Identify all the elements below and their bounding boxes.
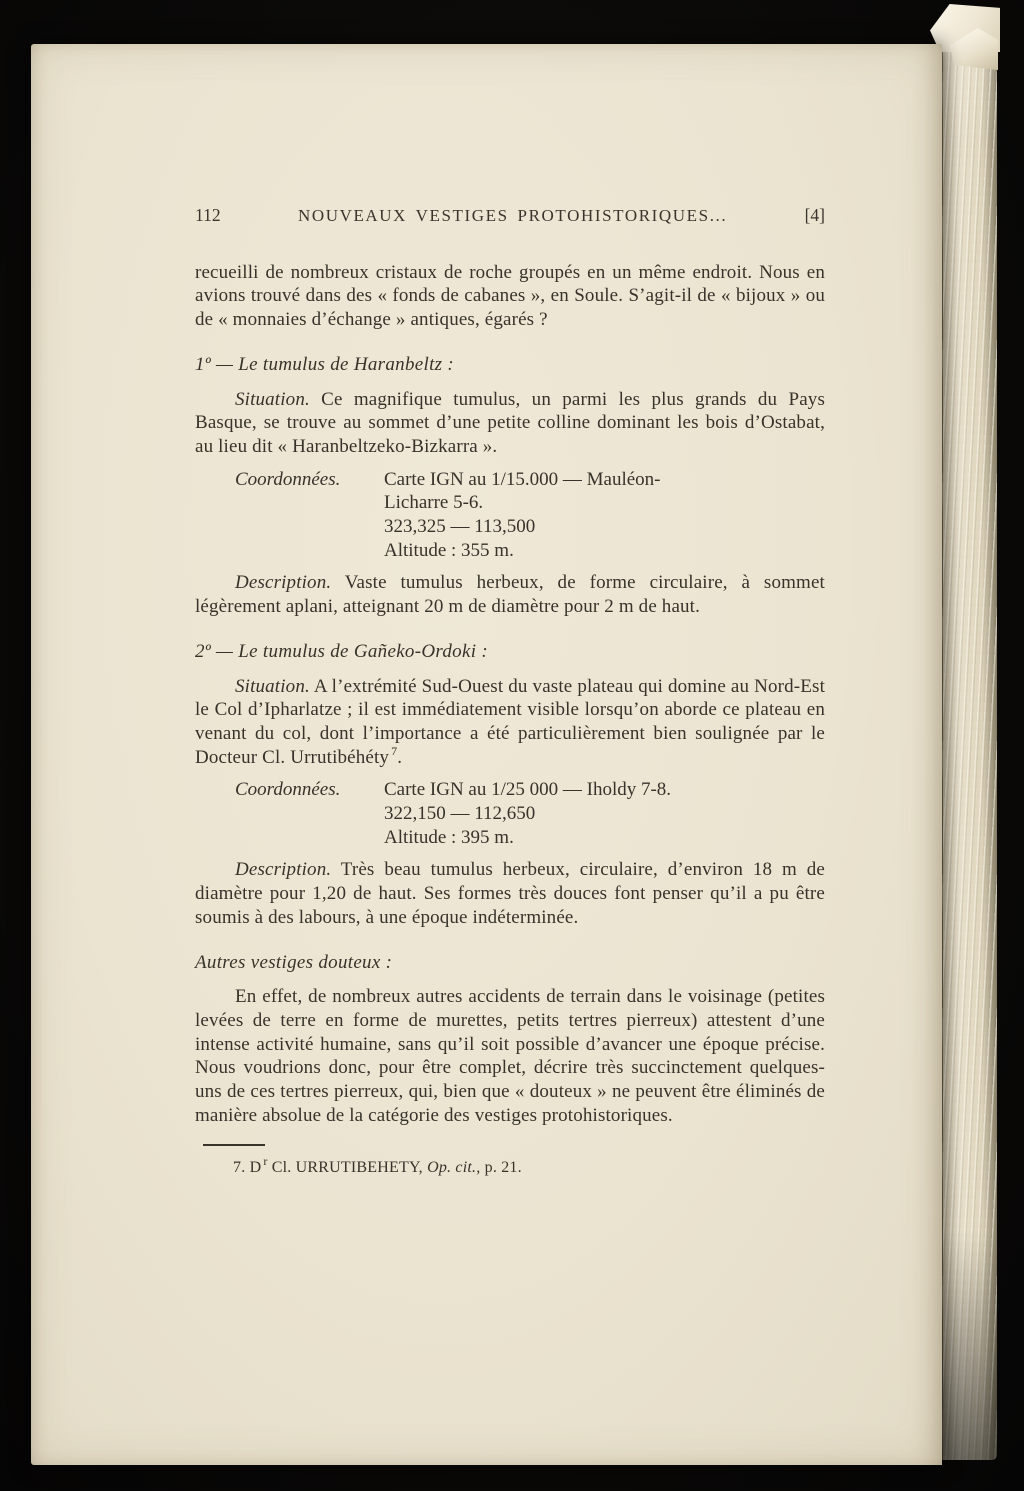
book-page	[31, 44, 942, 1465]
section3-paragraph: En effet, de nombreux autres accidents de terrain dans le voisinage (petites levées de terre en forme de murettes, petits tertres pierreux) attestent d’une intense activité humaine, sans qu’il soit possible d’avancer une époque précise. Nous voudrions donc, pour être complet, décrire très succinctement quelques-uns de ces tertres pierreux, qui, bien que « douteux » ne peuvent être éliminés de manière absolue de la catégorie des vestiges protohistoriques.	[195, 986, 825, 1126]
footnote-separator	[203, 1144, 265, 1146]
section2-heading: 2º — Le tumulus de Gañeko-Ordoki :	[195, 640, 488, 662]
description-text: Vaste tumulus herbeux, de forme circulaire, à sommet légèrement aplani, atteignant 20 m de diamètre pour 2 m de haut.	[195, 572, 825, 618]
section2-description-paragraph	[195, 858, 825, 929]
section-marker: [4]	[804, 205, 825, 225]
footnote-number: 7. D	[233, 1158, 262, 1176]
intro-paragraph: recueilli de nombreux cristaux de roche groupés en un même endroit. Nous en avions trouvé dans des « fonds de cabanes », en Soule. S’agit-il de « bijoux » ou de « monnaies d’échange » antiques, égarés ?	[195, 261, 825, 331]
footnote-page: p. 21.	[480, 1158, 522, 1176]
section2-coordinates	[195, 778, 825, 849]
section1-description-paragraph	[195, 571, 825, 618]
description-text: Très beau tumulus herbeux, circulaire, d’environ 18 m de diamètre pour 1,20 de haut. Ses formes très douces font penser qu’il a pu être soumis à des labours, à une époque indéterminée.	[195, 859, 825, 928]
footnote-block	[195, 1144, 825, 1180]
coordinates-line: 322,150 — 112,650	[384, 803, 536, 825]
situation-text-end: .	[397, 746, 403, 768]
section1-heading: 1º — Le tumulus de Haranbeltz :	[195, 353, 455, 375]
situation-label: Situation.	[235, 388, 310, 410]
section1-situation-paragraph	[195, 388, 825, 459]
description-label: Description.	[235, 572, 332, 594]
footnote-text	[233, 1156, 825, 1180]
page-number: 112	[195, 205, 221, 225]
coordinates-line: Licharre 5-6.	[384, 492, 484, 514]
page-header	[195, 204, 825, 228]
coordinates-line: 323,325 — 113,500	[384, 516, 536, 538]
situation-text: A l’extrémité Sud-Ouest du vaste plateau qui domine au Nord-Est le Col d’Ipharlatze ; il est immédiatement visible lorsqu’on aborde ce plateau en venant du col, dont l’importance a été particulièrement bien soulignée par le Docteur Cl. Urrutibéhéty	[195, 675, 825, 768]
coordinates-lines	[384, 468, 661, 563]
footnote-superscript: r	[263, 1154, 268, 1169]
section3-heading: Autres vestiges douteux :	[195, 951, 393, 973]
footnote-opcit: Op. cit.,	[427, 1158, 481, 1176]
section1-coordinates	[195, 468, 825, 563]
description-label: Description.	[235, 859, 332, 881]
coordinates-label: Coordonnées.	[235, 779, 341, 801]
situation-text: Ce magnifique tumulus, un parmi les plus grands du Pays Basque, se trouve au sommet d’une petite colline dominant les bois d’Ostabat, au lieu dit « Haranbeltzeko-Bizkarra ».	[195, 388, 825, 457]
coordinates-line: Altitude : 395 m.	[384, 826, 514, 848]
coordinates-label: Coordonnées.	[235, 468, 341, 490]
coordinates-line: Carte IGN au 1/25 000 — Iholdy 7-8.	[384, 779, 672, 801]
coordinates-line: Carte IGN au 1/15.000 — Mauléon-	[384, 468, 661, 490]
situation-label: Situation.	[235, 675, 310, 697]
footnote-author: Cl. URRUTIBEHETY,	[267, 1158, 428, 1176]
section2-situation-paragraph	[195, 675, 825, 770]
page-edge-stack	[942, 28, 997, 1460]
page-content	[195, 204, 825, 1179]
coordinates-line: Altitude : 355 m.	[384, 539, 514, 561]
footnote-reference: 7	[391, 744, 398, 759]
coordinates-lines	[384, 778, 671, 849]
running-title: NOUVEAUX VESTIGES PROTOHISTORIQUES...	[297, 206, 728, 225]
